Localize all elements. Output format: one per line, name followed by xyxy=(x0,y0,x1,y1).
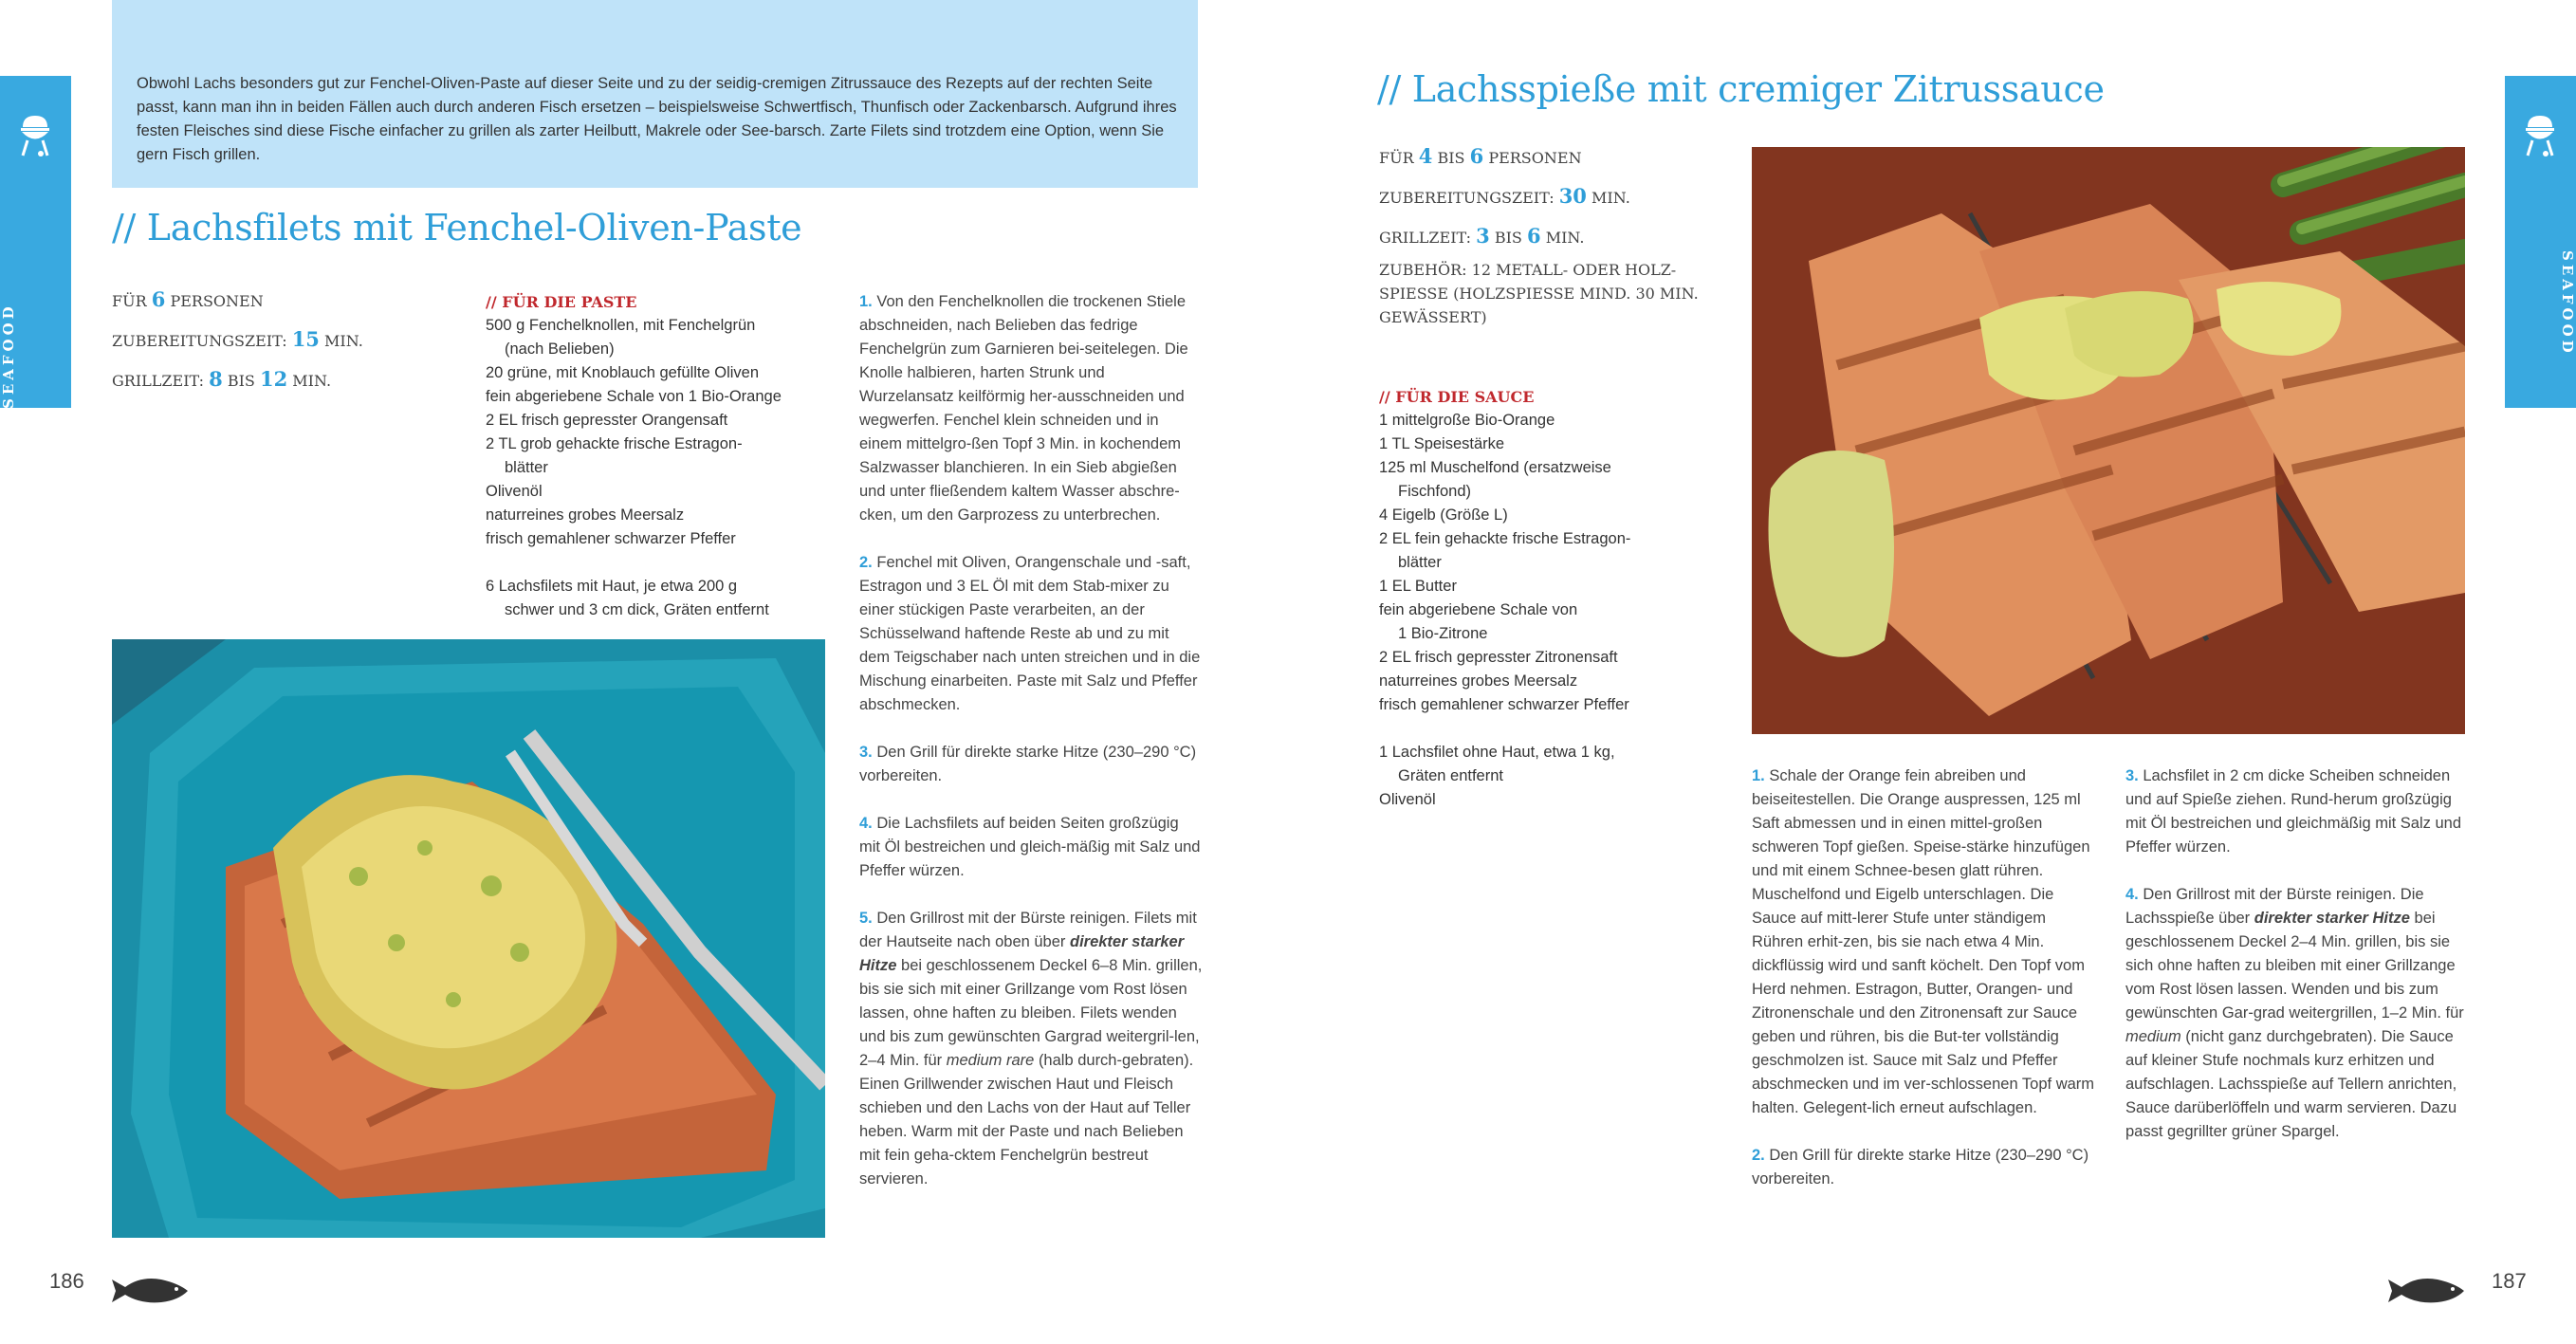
prep-time-line: ZUBEREITUNGSZEIT: 30 MIN. xyxy=(1379,184,1630,208)
ingredient-item: frisch gemahlener schwarzer Pfeffer xyxy=(1379,696,1629,713)
servings-line: FÜR 6 PERSONEN xyxy=(112,287,264,311)
fish-icon xyxy=(2388,1276,2466,1306)
step: 1. Schale der Orange fein abreiben und beiseitestellen. Die Orange auspressen, 125 ml Saft abmessen und in einen mittel-großen schweren Topf gießen. Speise-stärke hinzufügen und mit einem Schnee-besen glatt rühren. Muschelfond und Eigelb unterschlagen. Die Sauce auf mitt-lerer Stufe unter ständigem Rühren erhit-zen, bis sie nach etwa 4 Min. dickflüssig wird und sanft köchelt. Den Topf vom Herd nehmen. Estragon, Butter, Orangen- und Zitronenschale und den Zitronensaft zur Sauce geben und rühren, bis die But-ter vollständig geschmolzen ist. Sauce mit Salz und Pfeffer abschmecken und im ver-schlossenen Topf warm halten. Gelegent-lich erneut aufschlagen. xyxy=(1752,767,2095,1116)
section-label: SEAFOOD xyxy=(0,303,17,409)
step: 4. Die Lachsfilets auf beiden Seiten großzügig mit Öl bestreichen und gleich-mäßig mit Salz und Pfeffer würzen. xyxy=(859,815,1201,879)
ingredient-item: naturreines grobes Meersalz xyxy=(486,506,685,524)
ingredient-item: blätter xyxy=(1398,554,1442,571)
recipe-title-left: // Lachsfilets mit Fenchel-Oliven-Paste xyxy=(112,207,802,249)
ingredient-item: 2 EL frisch gepresster Zitronensaft xyxy=(1379,649,1618,666)
equipment-note: ZUBEHÖR: 12 METALL- ODER HOLZ- SPIESSE (HOLZSPIESSE MIND. 30 MIN. GEWÄSSERT) xyxy=(1379,261,1699,326)
ingredients-heading: // FÜR DIE PASTE xyxy=(486,293,637,311)
steps-left xyxy=(859,290,1203,1215)
fish-icon xyxy=(112,1276,190,1306)
steps-right-col1 xyxy=(1752,764,2095,1215)
ingredients-right xyxy=(1379,385,1739,812)
ingredient-item: 20 grüne, mit Knoblauch gefüllte Oliven xyxy=(486,364,760,381)
recipe-meta-right xyxy=(1379,138,1630,257)
ingredient-item: 1 EL Butter xyxy=(1379,578,1457,595)
ingredient-item: 1 TL Speisestärke xyxy=(1379,435,1505,452)
ingredient-item: Olivenöl xyxy=(486,483,543,500)
ingredient-item: 2 EL frisch gepresster Orangensaft xyxy=(486,412,728,429)
ingredient-item: frisch gemahlener schwarzer Pfeffer xyxy=(486,530,736,547)
ingredient-item: Olivenöl xyxy=(1379,791,1436,808)
grill-time-line: GRILLZEIT: 3 BIS 6 MIN. xyxy=(1379,224,1585,248)
step: 5. Den Grillrost mit der Bürste reinigen. Filets mit der Hautseite nach oben über direkter starker Hitze bei geschlossenem Deckel 6–8 Min. grillen, bis sie sich mit einer Grillzange vom Rost lösen lassen, ohne haften zu bleiben. Filets wenden und bis zum gewünschten Gargrad weitergril-len, 2–4 Min. für medium rare (halb durch-gebraten). Einen Grillwender zwischen Haut und Fleisch schieben und den Lachs von der Haut auf Teller heben. Warm mit der Paste und nach Belieben mit fein geha-cktem Fenchelgrün bestreut servieren. xyxy=(859,910,1203,1188)
page-number-left: 186 xyxy=(49,1269,84,1293)
ingredient-item: 125 ml Muschelfond (ersatzweise xyxy=(1379,459,1611,476)
section-label: SEAFOOD xyxy=(2559,250,2576,357)
ingredient-item: 2 EL fein gehackte frische Estragon- xyxy=(1379,530,1631,547)
ingredient-item: schwer und 3 cm dick, Gräten entfernt xyxy=(505,601,769,618)
steps-right-col2 xyxy=(2125,764,2469,1168)
ingredient-item: Fischfond) xyxy=(1398,483,1472,500)
ingredients-heading: // FÜR DIE SAUCE xyxy=(1379,388,1535,406)
step: 2. Fenchel mit Oliven, Orangenschale und -saft, Estragon und 3 EL Öl mit dem Stab-mixer zu einer stückigen Paste verarbeiten, an der Schüsselwand haftende Reste ab und zu mit dem Teigschaber nach unten streichen und in die Mischung einarbeiten. Paste mit Salz und Pfeffer abschmecken. xyxy=(859,554,1201,713)
prep-time-line: ZUBEREITUNGSZEIT: 15 MIN. xyxy=(112,327,363,351)
ingredient-item: 4 Eigelb (Größe L) xyxy=(1379,506,1508,524)
ingredient-item: Gräten entfernt xyxy=(1398,767,1503,784)
photo-salmon-skewers xyxy=(1752,147,2465,734)
section-tab-right xyxy=(2505,76,2576,408)
ingredient-item: 2 TL grob gehackte frische Estragon- xyxy=(486,435,743,452)
ingredient-item: 1 Lachsfilet ohne Haut, etwa 1 kg, xyxy=(1379,744,1615,761)
intro-text: Obwohl Lachs besonders gut zur Fenchel-Oliven-Paste auf dieser Seite und zu der seidig-cremigen Zitrussauce des Rezepts auf der rechten Seite passt, kann man ihn in beiden Fällen auch durch anderen Fisch ersetzen – beispielsweise Schwertfisch, Thunfisch oder Zackenbarsch. Aufgrund ihres festen Fleisches sind diese Fische einfacher zu grillen als zarter Heilbutt, Makrele oder See-barsch. Zarte Filets sind trotzdem eine Option, wenn Sie gern Fisch grillen. xyxy=(137,75,1177,163)
ingredient-item: fein abgeriebene Schale von xyxy=(1379,601,1578,618)
ingredient-item: 1 mittelgroße Bio-Orange xyxy=(1379,412,1555,429)
step: 3. Lachsfilet in 2 cm dicke Scheiben schneiden und auf Spieße ziehen. Rund-herum großzügig mit Öl bestreichen und gleichmäßig mit Salz und Pfeffer würzen. xyxy=(2125,767,2461,856)
ingredient-item: (nach Belieben) xyxy=(505,341,615,358)
step: 2. Den Grill für direkte starke Hitze (230–290 °C) vorbereiten. xyxy=(1752,1147,2089,1188)
ingredient-item: 500 g Fenchelknollen, mit Fenchelgrün xyxy=(486,317,756,334)
page-number-right: 187 xyxy=(2492,1269,2527,1293)
ingredient-item: blätter xyxy=(505,459,548,476)
section-tab-left xyxy=(0,76,71,408)
grill-time-line: GRILLZEIT: 8 BIS 12 MIN. xyxy=(112,367,332,391)
step: 1. Von den Fenchelknollen die trockenen Stiele abschneiden, nach Belieben das fedrige Fenchelgrün zum Garnieren bei-seitelegen. Die Knolle halbieren, harten Strunk und Wurzelansatz keilförmig her-ausschneiden und wegwerfen. Fenchel klein schneiden und in einem mittelgro-ßen Topf 3 Min. in kochendem Salzwasser blanchieren. In ein Sieb abgießen und unter fließendem kaltem Wasser abschre-cken, um den Garprozess zu unterbrechen. xyxy=(859,293,1188,524)
servings-line: FÜR 4 BIS 6 PERSONEN xyxy=(1379,144,1582,168)
ingredients-left xyxy=(486,290,846,622)
recipe-title-right: // Lachsspieße mit cremiger Zitrussauce xyxy=(1377,68,2105,110)
recipe-meta-left xyxy=(112,281,363,400)
grill-icon xyxy=(17,112,53,157)
photo-salmon-fillet xyxy=(112,639,825,1238)
ingredient-item: naturreines grobes Meersalz xyxy=(1379,672,1578,690)
ingredient-item: 6 Lachsfilets mit Haut, je etwa 200 g xyxy=(486,578,738,595)
step: 3. Den Grill für direkte starke Hitze (230–290 °C) vorbereiten. xyxy=(859,744,1197,784)
ingredient-item: 1 Bio-Zitrone xyxy=(1398,625,1488,642)
grill-icon xyxy=(2522,112,2558,157)
ingredient-item: fein abgeriebene Schale von 1 Bio-Orange xyxy=(486,388,782,405)
step: 4. Den Grillrost mit der Bürste reinigen. Die Lachsspieße über direkter starker Hitze bei geschlossenem Deckel 2–4 Min. grillen, bis sie sich ohne haften zu bleiben mit einer Grillzange vom Rost lösen lassen. Wenden und bis zum gewünschten Gar-grad weitergrillen, 1–2 Min. für medium (nicht ganz durchgebraten). Die Sauce auf kleiner Stufe nochmals kurz erhitzen und aufschlagen. Lachsspieße auf Tellern anrichten, Sauce darüberlöffeln und warm servieren. Dazu passt gegrillter grüner Spargel. xyxy=(2125,886,2464,1140)
info-box xyxy=(112,0,1198,188)
